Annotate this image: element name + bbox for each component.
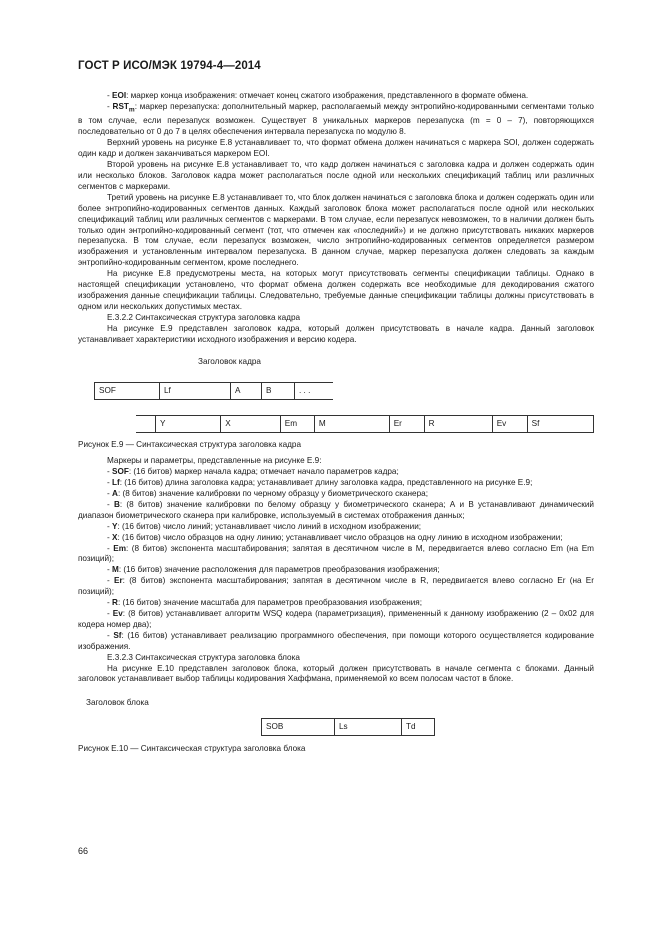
paragraph-second-level: Второй уровень на рисунке Е.8 устанавливает то, что кадр должен начинаться с заголовка кадра и должен содержать один или несколько блоков. Заголовок кадра может располагаться после одной или нескольких спецификаций таблиц или различных сегментов с маркерами.: [78, 160, 594, 191]
field-lf: Lf: [160, 383, 231, 400]
field-td: Td: [402, 719, 435, 736]
figure9-title: Заголовок кадра: [198, 357, 261, 367]
field-r: R: [424, 416, 492, 433]
param-lf: - Lf: (16 битов) длина заголовка кадра; устанавливает длину заголовка кадра, представленного на рисунке Е.9;: [107, 478, 533, 488]
field-x: X: [221, 416, 281, 433]
paragraph-eoi: - EOI: маркер конца изображения: отмечает конец сжатого изображения, представленного в формате обмена.: [107, 91, 529, 100]
field-ev: Ev: [492, 416, 527, 433]
field-y: Y: [156, 416, 221, 433]
param-r: - R: (16 битов) значение масштаба для параметров преобразования изображения;: [107, 598, 422, 608]
field-b: B: [262, 383, 295, 400]
term-rst: $RST_m$: [112, 101, 135, 114]
field-ellipsis: . . .: [295, 383, 334, 400]
param-em: - Em: (8 битов) экспонента масштабирования; запятая в десятичном числе в М, передвигается влево согласно Em (на Em позиций);: [78, 543, 594, 564]
field-em: Em: [280, 416, 314, 433]
field-m: M: [314, 416, 389, 433]
param-y: - Y: (16 битов) число линий; устанавливает число линий в исходном изображении;: [107, 521, 422, 531]
field-sf: Sf: [527, 416, 593, 433]
figure9-caption: Рисунок Е.9 — Синтаксическая структура заголовка кадра: [78, 440, 302, 450]
figure9-row1: [94, 382, 333, 400]
paragraph-table-spec: На рисунке Е.8 предусмотрены места, на которых могут присутствовать сегменты спецификации таблицы. Однако в настоящей спецификации установлено, что формат обмена должен содержать все необходимые для декодирования сжатого изображения данные спецификации таблицы. Следовательно, требуемые данные спецификации таблицы должны присутствовать в одном или нескольких допустимых местах.: [78, 269, 594, 311]
term-eoi: EOI: [112, 91, 127, 100]
field-continuation: [136, 416, 156, 433]
paragraph-top-level: Верхний уровень на рисунке Е.8 устанавливает то, что формат обмена должен начинаться с маркера SOI, должен содержать один кадр и должен заканчиваться маркером EOI.: [78, 138, 594, 159]
figure10-caption: Рисунок Е.10 — Синтаксическая структура заголовка блока: [78, 744, 306, 754]
section-heading-e323: Е.3.2.3 Синтаксическая структура заголовка блока: [107, 652, 300, 662]
param-sf: - Sf: (16 битов) устанавливает реализацию программного обеспечения, при помощи которого осуществляется кодирование изображения.: [78, 630, 594, 651]
paragraph-frame-header: На рисунке Е.9 представлен заголовок кадра, который должен присутствовать в начале кадра. Данный заголовок устанавливает характеристики исходного изображения и версию кодера.: [78, 323, 594, 344]
figure10-row: [261, 718, 435, 736]
page-number: 66: [78, 846, 89, 856]
paragraph-block-header: На рисунке Е.10 представлен заголовок блока, который должен присутствовать в начале сегмента с блоками. Данный заголовок устанавливает выбор таблицы кодирования Хаффмана, применяемой ко всем полосам частот в блоке.: [78, 663, 594, 684]
paragraph-rst: - $RST_m$: маркер перезапуска: дополнительный маркер, располагаемый между энтропийно-кодированными сегментами только в том случае, если перезапуск возможен. Существует 8 уникальных маркеров перезапуска (m = 0 – 7), повторяющихся последовательно от 0 до 7 в целях обеспечения интервала перезапуска по модулю 8.: [78, 101, 594, 137]
param-x: - X: (16 битов) число образцов на одну линию; устанавливает число образцов на одну линию в исходном изображении;: [107, 532, 563, 542]
param-ev: - Ev: (8 битов) устанавливает алгоритм WSQ кодера (параметризация), примененный к данному изображению (2 – 0x02 для кодера номер два);: [78, 608, 594, 629]
param-er: - Er: (8 битов) экспонента масштабирования; запятая в десятичном числе в R, передвигается влево согласно Er (на Er позиций);: [78, 576, 594, 597]
document-header: ГОСТ Р ИСО/МЭК 19794-4—2014: [78, 60, 261, 72]
section-heading-e322: Е.3.2.2 Синтаксическая структура заголовка кадра: [107, 312, 301, 322]
page-body: [78, 91, 594, 755]
figure9-row2: [136, 415, 594, 433]
param-sof: - SOF: (16 битов) маркер начала кадра; отмечает начало параметров кадра;: [107, 467, 399, 477]
field-ls: Ls: [335, 719, 402, 736]
field-er: Er: [389, 416, 424, 433]
field-sob: SOB: [262, 719, 335, 736]
field-sof: SOF: [95, 383, 160, 400]
paragraph-third-level: Третий уровень на рисунке Е.8 устанавливает то, что блок должен начинаться с заголовка блока и должен содержать один или более энтропийно-кодированных сегментов данных. Каждый заголовок блока может располагаться после одной или нескольких спецификаций таблиц или различных сегментов с маркерами. В том случае, если перезапуск невозможен, то в наличии должен быть только один энтропийно-кодированный сегмент (тот, что отмечен как «последний») и не должно присутствовать никаких маркеров перезапуска. В том случае, если перезапуск возможен, число энтропийно-кодированных сегментов определяется размером изображения и установленным интервалом перезапуска. В данном случае, маркер перезапуска должен следовать за каждым энтропийно-кодированным сегментом, кроме последнего.: [78, 192, 594, 268]
figure10-title: Заголовок блока: [86, 698, 149, 708]
param-m: - М: (16 битов) значение расположения для параметров преобразования изображения;: [107, 565, 440, 575]
params-intro: Маркеры и параметры, представленные на рисунке Е.9:: [107, 456, 322, 466]
field-a: A: [231, 383, 262, 400]
param-a: - А: (8 битов) значение калибровки по черному образцу у биометрического сканера;: [107, 489, 428, 499]
param-b: - В: (8 битов) значение калибровки по белому образцу у биометрического сканера; А и В устанавливают динамический диапазон биометрического сканера при калибровке, используемый в системах отображения данных;: [78, 499, 594, 520]
